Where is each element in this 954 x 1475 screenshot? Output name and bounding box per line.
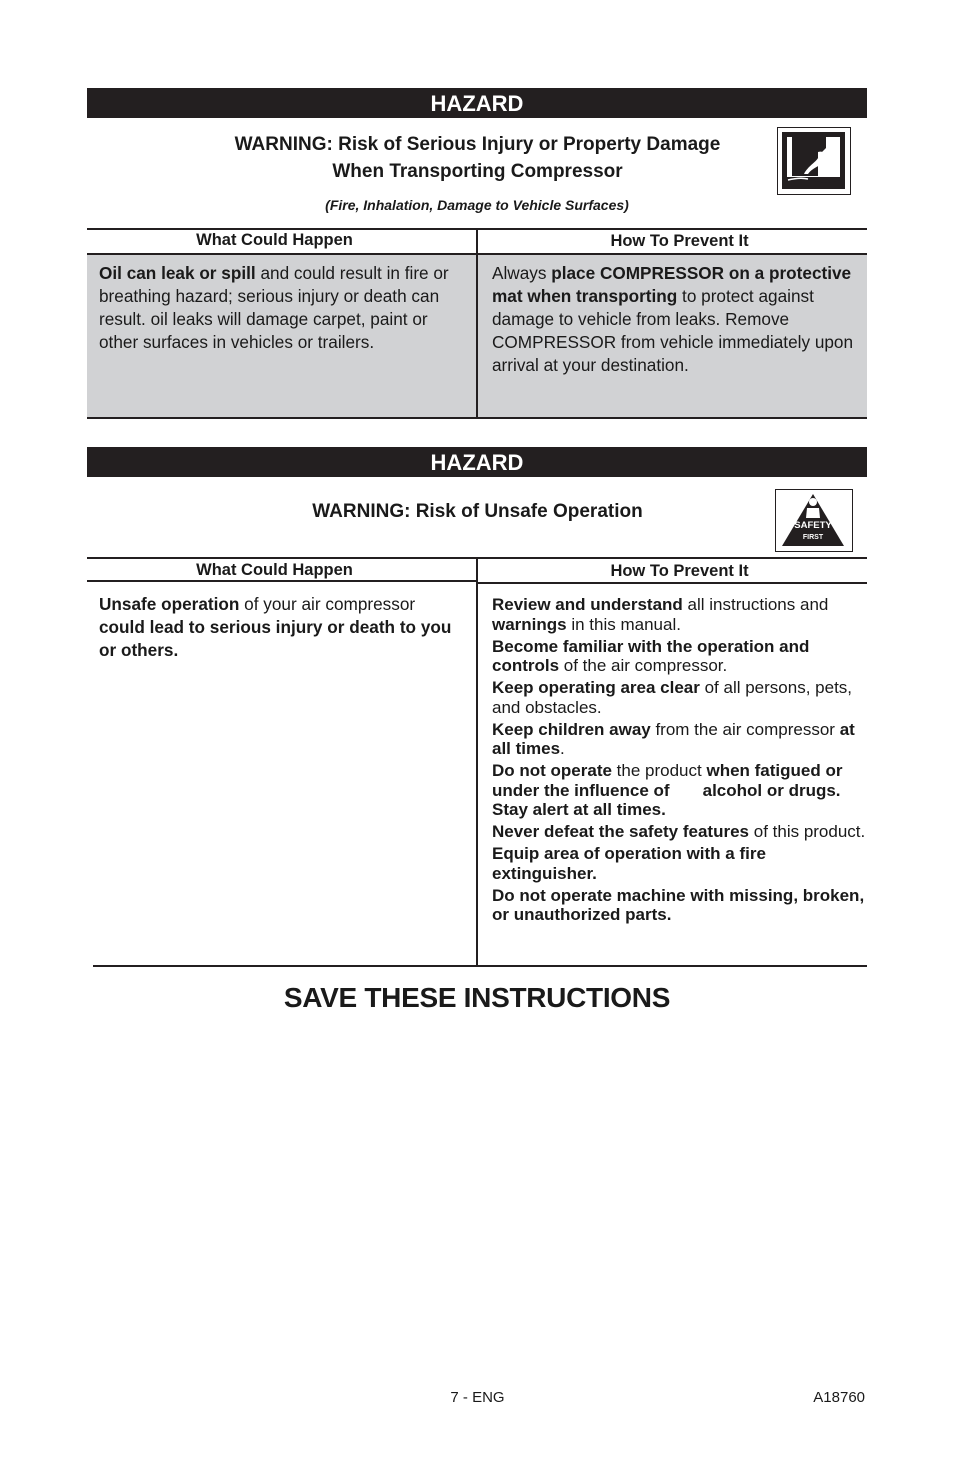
page-number: 7 - ENG xyxy=(450,1389,505,1406)
table2-column-divider xyxy=(476,559,478,967)
text-run: of all persons, pets, and obstacles. xyxy=(492,678,857,717)
text-run: and could result in fire or breathing hazard; serious injury or death can result. oil leaks will damage carpet, paint or other surfaces in vehicles or trailers. xyxy=(99,263,449,352)
document-code: A18760 xyxy=(813,1389,865,1406)
bold-text-run: warnings xyxy=(492,614,567,634)
bold-text-run: Keep operating area clear xyxy=(492,678,700,697)
hazard-subtitle-1: (Fire, Inhalation, Damage to Vehicle Surfaces) xyxy=(325,197,629,213)
bold-text-run: could lead to serious injury or death to you or others. xyxy=(99,617,452,660)
table1-happen-text xyxy=(99,262,469,354)
table2-header-rule-left xyxy=(87,580,476,582)
bold-text-run: Never defeat the safety features xyxy=(492,822,750,841)
text-run: of the air compressor. xyxy=(559,656,728,675)
text-run: all instructions and xyxy=(682,595,834,614)
table1-col-prevent: How To Prevent It xyxy=(610,232,749,250)
bold-text-run: Do not operate xyxy=(492,761,612,780)
table2-col-prevent: How To Prevent It xyxy=(610,562,749,580)
table2-col-happen: What Could Happen xyxy=(196,561,353,579)
warning-title-2: WARNING: Risk of Unsafe Operation xyxy=(312,501,643,522)
table2-header-rule-right xyxy=(478,582,867,584)
text-run: . xyxy=(560,739,565,758)
table2-happen-text xyxy=(99,593,461,662)
prevent-item xyxy=(492,595,872,634)
safety-icon-text: SAFETY xyxy=(794,520,832,531)
text-run: of this product. xyxy=(749,822,866,841)
bold-text-run: Unsafe operation xyxy=(99,594,240,614)
hazard-header-1: HAZARD xyxy=(87,88,867,118)
prevent-item xyxy=(492,678,872,717)
table1-col-happen: What Could Happen xyxy=(196,231,353,249)
warning-title-line2: When Transporting Compressor xyxy=(332,161,623,182)
bold-text-run: when fatigued or under the influence of alcohol or drugs. Stay alert at all times. xyxy=(492,761,850,819)
prevent-item xyxy=(492,761,872,820)
text-run: of your air compressor xyxy=(239,594,416,614)
bold-text-run: place COMPRESSOR on a protective mat when transporting xyxy=(492,263,852,306)
bold-text-run: Do not operate machine with missing, broken, or unauthorized parts. xyxy=(492,885,869,924)
warning-title-1 xyxy=(150,131,805,185)
prevent-item xyxy=(492,822,872,842)
save-instructions-title: SAVE THESE INSTRUCTIONS xyxy=(283,982,671,1013)
bold-text-run: Equip area of operation with a fire extinguisher. xyxy=(492,844,771,883)
text-run: the product xyxy=(611,761,707,780)
table2-bottom-rule xyxy=(93,965,867,967)
table1-bottom-rule xyxy=(87,417,867,419)
oil-spill-icon xyxy=(777,127,851,195)
safety-first-icon xyxy=(775,489,853,552)
text-run: to protect against damage to vehicle from leaks. Remove COMPRESSOR from vehicle immediately upon arrival at your destination. xyxy=(492,286,854,375)
text-run: in this manual. xyxy=(566,614,681,634)
bold-text-run: Oil can leak or spill xyxy=(99,263,256,283)
table1-column-divider xyxy=(476,230,478,419)
prevent-item xyxy=(492,886,872,925)
bold-text-run: Become familiar with the operation and controls xyxy=(492,636,815,675)
table1-prevent-text xyxy=(492,262,854,377)
text-run: Always xyxy=(492,263,552,283)
first-icon-text: FIRST xyxy=(802,534,824,541)
text-run: from the air compressor xyxy=(650,719,840,739)
prevent-item xyxy=(492,637,872,676)
prevent-item xyxy=(492,720,872,759)
prevent-item xyxy=(492,844,872,883)
bold-text-run: at all times xyxy=(492,719,860,758)
table2-prevent-list xyxy=(492,595,872,927)
bold-text-run: Review and understand xyxy=(492,595,683,614)
warning-title-line1: WARNING: Risk of Serious Injury or Property Damage xyxy=(234,134,721,155)
hazard-header-2: HAZARD xyxy=(87,447,867,477)
bold-text-run: Keep children away xyxy=(492,719,651,739)
